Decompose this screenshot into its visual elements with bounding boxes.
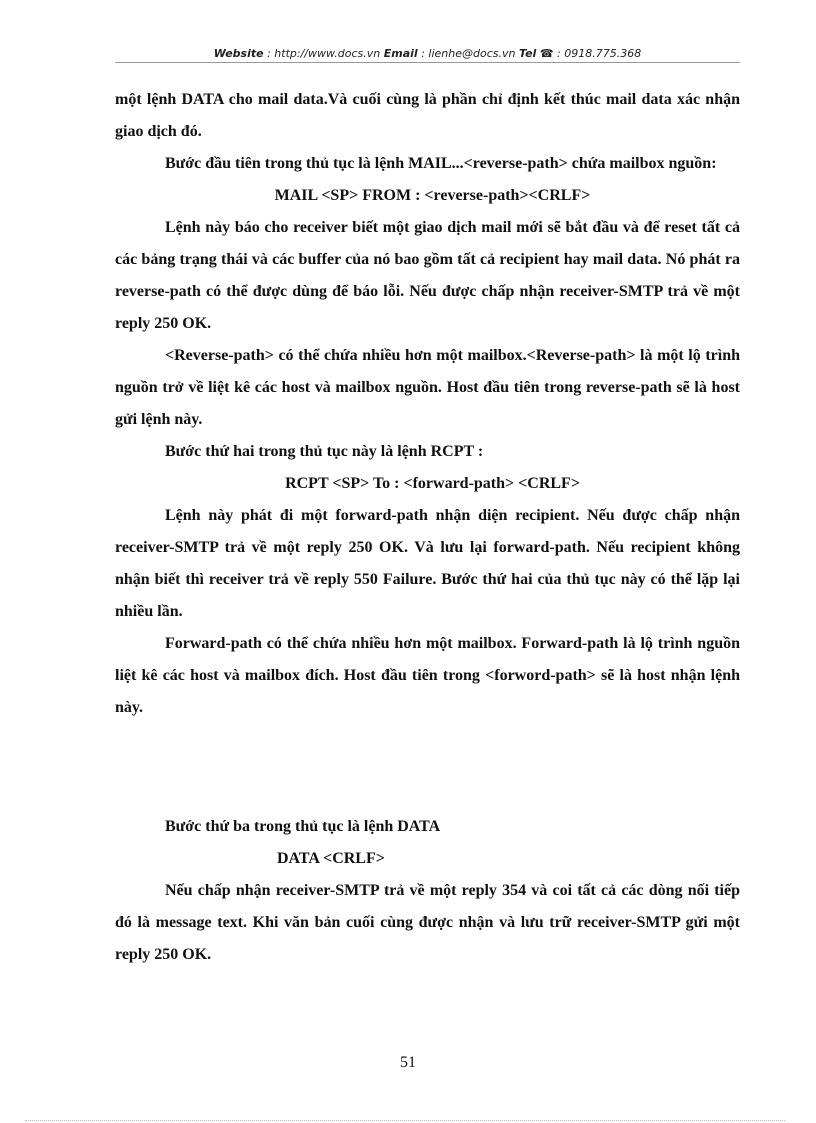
bottom-divider <box>25 1120 785 1121</box>
paragraph: Lệnh này phát đi một forward-path nhận diện recipient. Nếu được chấp nhận receiver-SMTP trả về một reply 250 OK. Và lưu lại forward-path. Nếu recipient không nhận biết thì receiver trả về reply 550 Failure. Bước thứ hai của thủ tục này có thể lặp lại nhiều lần. <box>115 507 740 620</box>
paragraph: Lệnh này báo cho receiver biết một giao dịch mail mới sẽ bắt đầu và để reset tất cả các bảng trạng thái và các buffer của nó bao gồm tất cả recipient hay mail data. Nó phát ra reverse-path có thể được dùng để báo lỗi. Nếu được chấp nhận receiver-SMTP trả về một reply 250 OK. <box>115 219 740 332</box>
page-header <box>115 47 740 63</box>
paragraph: một lệnh DATA cho mail data.Và cuối cùng là phần chỉ định kết thúc mail data xác nhận giao dịch đó. <box>115 91 740 140</box>
paragraph: Bước thứ hai trong thủ tục này là lệnh RCPT : <box>165 443 484 460</box>
page-body <box>115 84 740 971</box>
website-label: Website <box>213 47 264 60</box>
paragraph: Forward-path có thể chứa nhiều hơn một mailbox. Forward-path là lộ trình nguồn liệt kê các host và mailbox đích. Host đầu tiên trong <forword-path> sẽ là host nhận lệnh này. <box>115 635 740 716</box>
phone-icon: ☎ <box>539 47 554 60</box>
email-label: Email <box>383 47 418 60</box>
website-value: : http://www.docs.vn <box>263 47 384 60</box>
page-number: 51 <box>400 1054 416 1071</box>
paragraph: Bước đầu tiên trong thủ tục là lệnh MAIL...<reverse-path> chứa mailbox nguồn: <box>165 155 717 172</box>
email-value: : lienhe@docs.vn <box>417 47 519 60</box>
command-syntax: DATA <CRLF> <box>277 850 385 867</box>
tel-value: : 0918.775.368 <box>553 47 642 60</box>
tel-label: Tel <box>518 47 537 60</box>
paragraph: Nếu chấp nhận receiver-SMTP trả về một reply 354 và coi tất cả các dòng nối tiếp đó là message text. Khi văn bản cuối cùng được nhận và lưu trữ receiver-SMTP gửi một reply 250 OK. <box>115 882 740 963</box>
paragraph: Bước thứ ba trong thủ tục là lệnh DATA <box>165 818 441 835</box>
command-syntax: MAIL <SP> FROM : <reverse-path><CRLF> <box>274 187 591 204</box>
paragraph: <Reverse-path> có thể chứa nhiều hơn một mailbox.<Reverse-path> là một lộ trình nguồn trở về liệt kê các host và mailbox nguồn. Host đầu tiên trong reverse-path sẽ là host gửi lệnh này. <box>115 347 740 428</box>
command-syntax: RCPT <SP> To : <forward-path> <CRLF> <box>285 475 580 492</box>
